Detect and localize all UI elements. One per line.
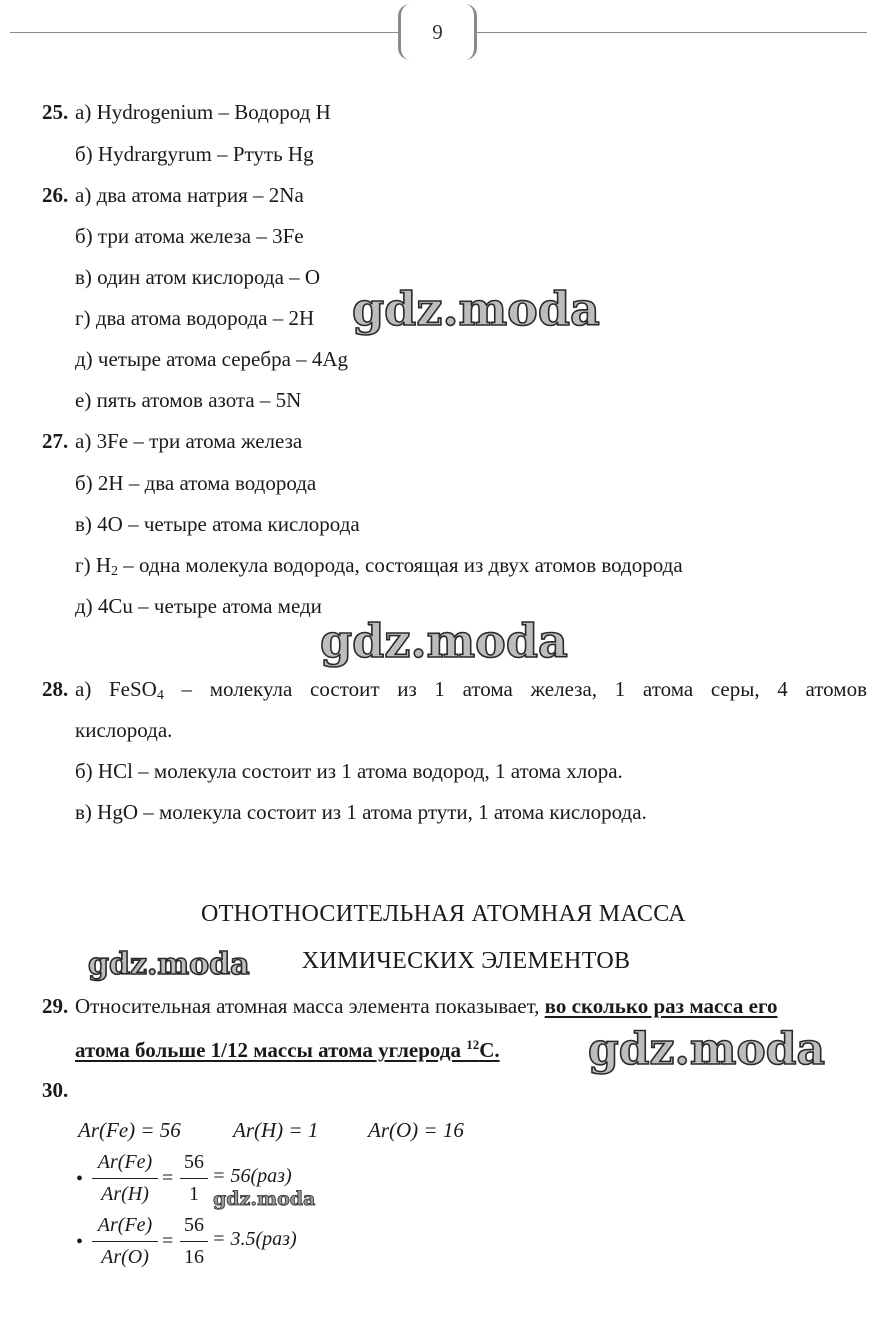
section-title-line1: ОТНОТНОСИТЕЛЬНАЯ АТОМНАЯ МАССА [201,901,686,927]
task-29-bold-2-pre: атома больше 1/12 массы атома углерода [75,1038,467,1062]
task-29-text-2 [75,1038,500,1061]
fraction-4-bar [180,1241,208,1242]
fraction-2-bar [180,1178,208,1179]
fraction-3-denominator: Ar(O) [101,1246,149,1268]
fraction-fe-over-o [92,1215,158,1267]
task-29-plain: Относительная атомная масса элемента показывает, [75,994,545,1018]
bullet-2: • [76,1231,84,1253]
task-28-a-pre: а) FeSO [75,677,157,701]
equals-2: = [162,1230,174,1252]
watermark: gdz.moda [320,614,568,668]
header-rule-left [10,32,398,33]
result-2: = 3.5(раз) [212,1228,297,1250]
task-28-b: б) HCl – молекула состоит из 1 атома водород, 1 атома хлора. [75,759,623,783]
fraction-56-over-1 [180,1152,208,1204]
task-25-b: б) Hydrargyrum – Ртуть Hg [75,142,314,166]
task-27-e: д) 4Cu – четыре атома меди [75,594,322,618]
task-27-c: в) 4O – четыре атома кислорода [75,512,360,536]
task-27-d-post: – одна молекула водорода, состоящая из двух атомов водорода [118,553,683,577]
task-27-d [75,555,683,579]
fraction-4-denominator: 16 [184,1246,204,1268]
task-28-a-subscript: 4 [156,688,164,703]
given-ar-h: Ar(H) = 1 [233,1118,319,1142]
watermark: gdz.moda [88,947,250,982]
task-number-25: 25. [42,100,69,124]
fraction-3-numerator: Ar(Fe) [97,1214,153,1236]
fraction-1-numerator: Ar(Fe) [97,1151,153,1173]
section-title-line2: ХИМИЧЕСКИХ ЭЛЕМЕНТОВ [301,948,631,974]
fraction-fe-over-h [92,1152,158,1204]
task-number-30: 30. [42,1078,69,1102]
fraction-2-denominator: 1 [189,1183,199,1205]
task-number-28: 28. [42,677,69,701]
task-29-bold-2 [75,1038,500,1062]
task-29-bold-1: во сколько раз масса его [544,994,778,1018]
task-29-text [75,996,777,1017]
task-28-c: в) HgO – молекула состоит из 1 атома ртути, 1 атома кислорода. [75,800,647,824]
task-28-a-post: – молекула состоит из 1 атома железа, 1 атома серы, 4 атомов [163,677,867,701]
task-27-d-pre: г) H [75,553,112,577]
given-ar-o: Ar(O) = 16 [368,1118,464,1142]
task-number-29: 29. [42,994,69,1018]
page-number: 9 [398,4,477,60]
task-28-a [75,679,867,703]
task-29-bold-2-post: C. [479,1038,500,1062]
given-ar-fe: Ar(Fe) = 56 [78,1118,181,1142]
fraction-3-bar [92,1241,158,1242]
fraction-4-numerator: 56 [184,1214,204,1236]
header-rule-right [477,32,867,33]
task-26-c: в) один атом кислорода – О [75,265,321,289]
task-27-a: а) 3Fe – три атома железа [75,429,303,453]
task-number-26: 26. [42,183,69,207]
task-26-b: б) три атома железа – 3Fe [75,224,304,248]
task-26-e: д) четыре атома серебра – 4Ag [75,347,349,371]
task-number-27: 27. [42,429,69,453]
fraction-2-numerator: 56 [184,1151,204,1173]
task-26-d: г) два атома водорода – 2H [75,306,315,330]
watermark: gdz.moda [352,282,600,336]
equals-1: = [162,1167,174,1189]
fraction-1-denominator: Ar(H) [101,1183,149,1205]
task-27-b: б) 2H – два атома водорода [75,471,317,495]
task-26-f: е) пять атомов азота – 5N [75,388,302,412]
fraction-56-over-16 [180,1215,208,1267]
task-29-superscript: 12 [466,1037,480,1052]
bullet-1: • [76,1168,84,1190]
watermark: gdz.moda [588,1024,826,1075]
result-1: = 56(раз) [212,1165,292,1187]
fraction-1-bar [92,1178,158,1179]
watermark: gdz.moda [213,1188,316,1210]
task-27-d-subscript: 2 [111,564,119,579]
task-26-a: а) два атома натрия – 2Na [75,183,304,207]
task-25-a: а) Hydrogenium – Водород H [75,100,331,124]
task-28-a-continued: кислорода. [75,718,173,742]
